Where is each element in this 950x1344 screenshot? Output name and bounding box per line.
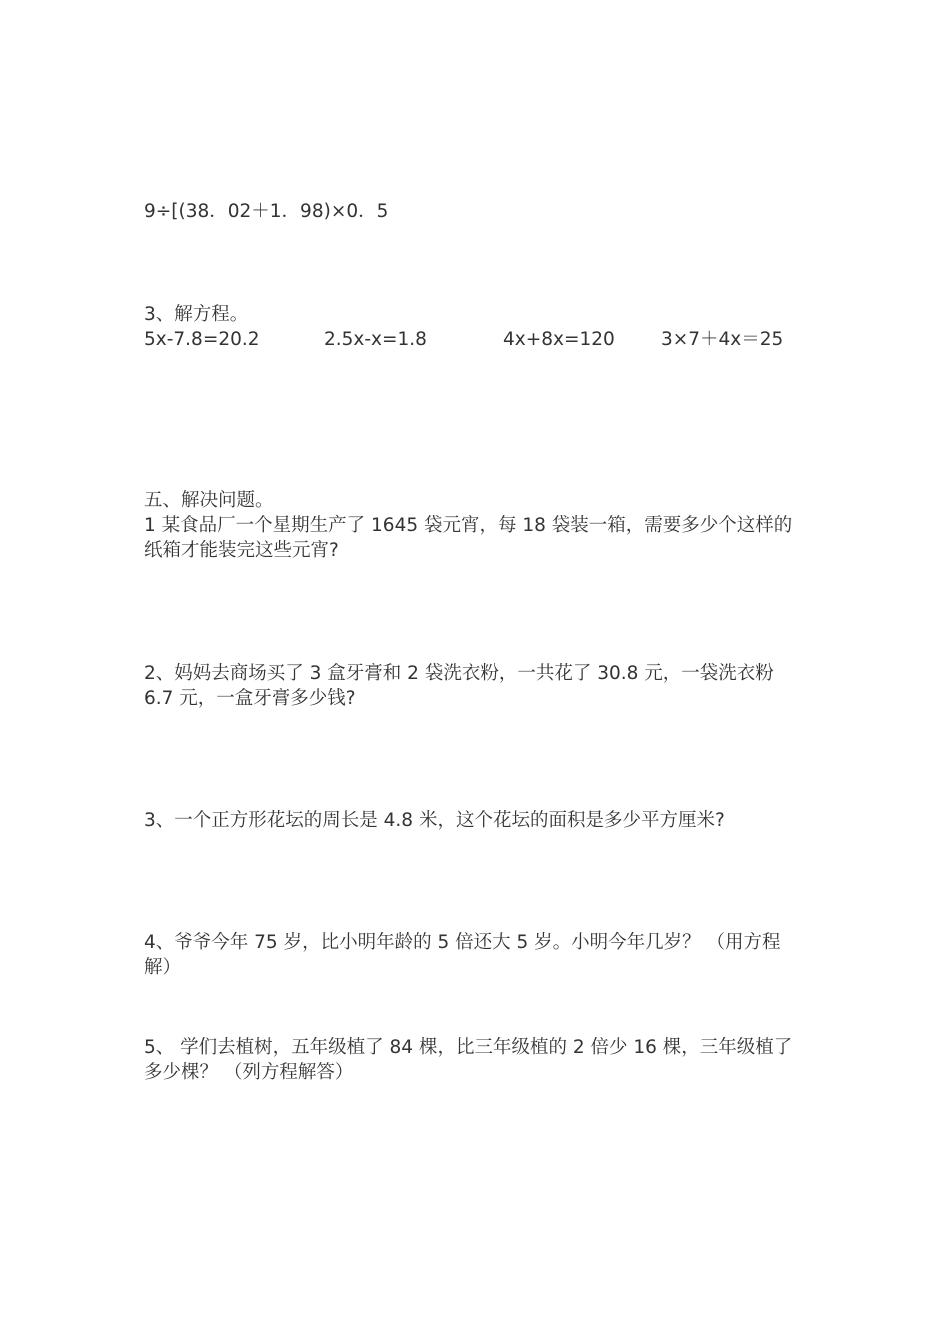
equations-heading: 3、解方程。 [144,304,249,325]
problem-4-line-2: 解） [144,957,182,978]
problems-heading: 五、解决问题。 [144,490,274,511]
problem-2-line-2: 6.7 元，一盒牙膏多少钱? [144,688,356,709]
problem-3-line-1: 3、一个正方形花坛的周长是 4.8 米，这个花坛的面积是多少平方厘米? [144,810,725,831]
equation-1: 5x-7.8=20.2 [144,329,260,350]
calc-expression: 9÷[(38．02＋1．98)×0．5 [144,201,389,222]
problem-1-line-2: 纸箱才能装完这些元宵? [144,540,339,561]
equation-4: 3×7＋4x＝25 [661,329,784,350]
problem-1-line-1: 1 某食品厂一个星期生产了 1645 袋元宵，每 18 袋装一箱，需要多少个这样的 [144,515,793,536]
problem-4-line-1: 4、爷爷今年 75 岁，比小明年龄的 5 倍还大 5 岁。小明今年几岁？ （用方程 [144,932,781,953]
equation-2: 2.5x-x=1.8 [324,329,427,350]
equation-3: 4x+8x=120 [503,329,615,350]
problem-2-line-1: 2、妈妈去商场买了 3 盒牙膏和 2 袋洗衣粉，一共花了 30.8 元，一袋洗衣粉 [144,663,774,684]
problem-5-line-1: 5、 学们去植树，五年级植了 84 棵，比三年级植的 2 倍少 16 棵，三年级植了 [144,1037,793,1058]
problem-5-line-2: 多少棵？ （列方程解答） [144,1062,354,1083]
